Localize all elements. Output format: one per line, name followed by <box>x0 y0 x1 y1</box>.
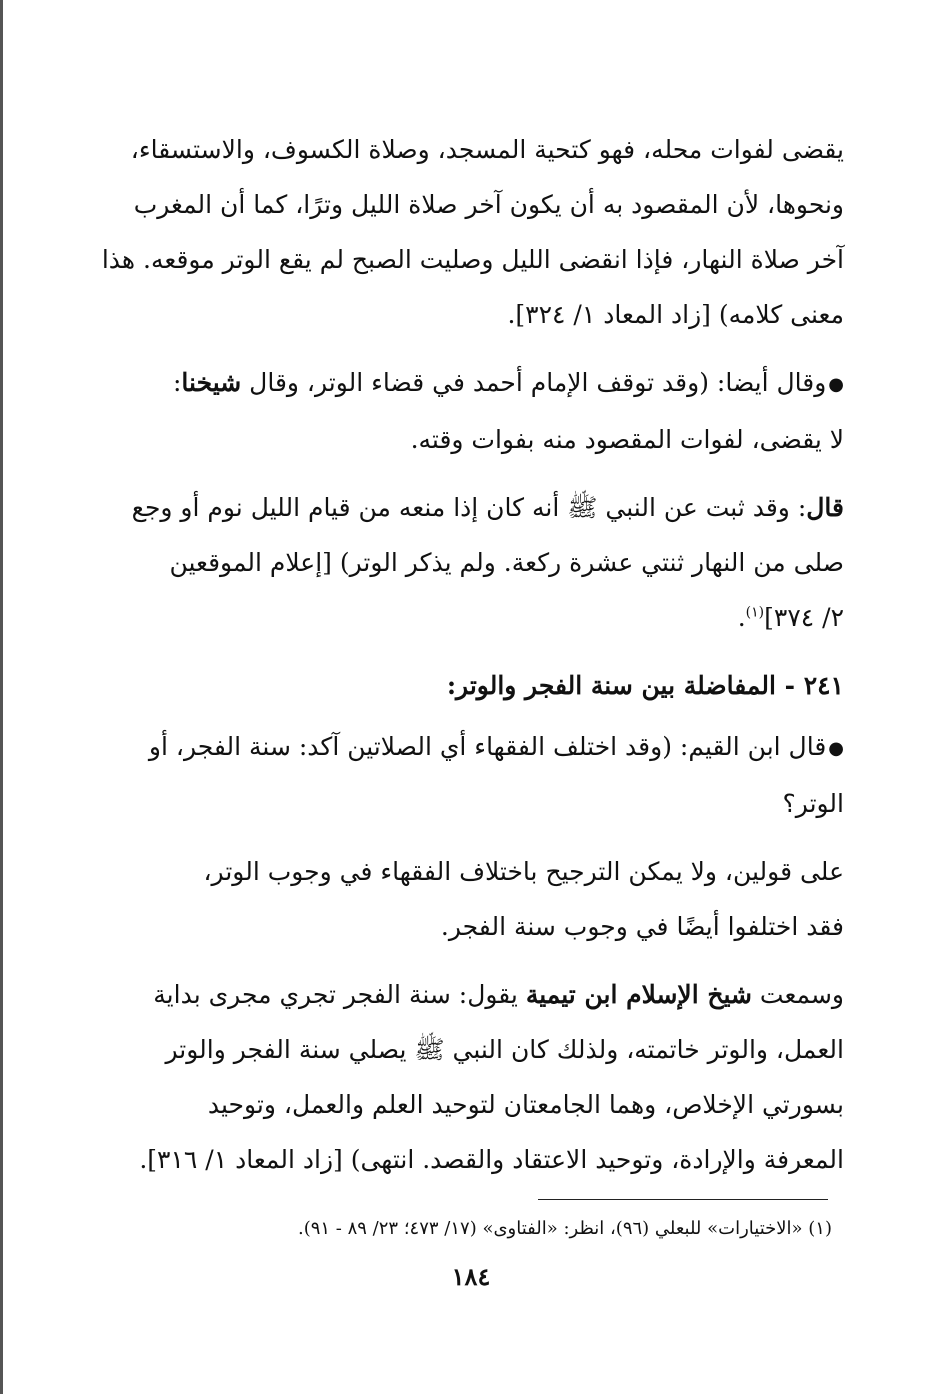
paragraph-4 <box>98 719 844 831</box>
line: ٢/ ٣٧٤] <box>764 603 844 632</box>
line: على قولين، ولا يمكن الترجيح باختلاف الفقهاء في وجوب الوتر، <box>203 857 844 886</box>
line: معنى كلامه) [زاد المعاد ١/ ٣٢٤]. <box>507 300 844 329</box>
line: : <box>172 368 182 397</box>
line: فقد اختلفوا أيضًا في وجوب سنة الفجر. <box>440 912 844 941</box>
paragraph-5 <box>98 844 844 954</box>
paragraph-2 <box>98 355 844 467</box>
bullet-icon: ● <box>828 374 844 395</box>
line: لا يقضى، لفوات المقصود منه بفوات وقته. <box>410 425 844 454</box>
line: وقال أيضا: (وقد توقف الإمام أحمد في قضاء الوتر، وقال <box>241 368 827 397</box>
bold-term: قال <box>806 493 844 522</box>
line: الوتر؟ <box>782 789 844 818</box>
line: ونحوها، لأن المقصود به أن يكون آخر صلاة الليل وترًا، كما أن المغرب <box>133 190 844 219</box>
bold-term: شيخ الإسلام ابن تيمية <box>525 980 752 1009</box>
footnote-ref[interactable]: (١) <box>745 604 765 621</box>
line: المعرفة والإرادة، وتوحيد الاعتقاد والقصد. انتهى) [زاد المعاد ١/ ٣١٦]. <box>139 1145 844 1174</box>
line: العمل، والوتر خاتمته، ولذلك كان النبي ﷺ يصلي سنة الفجر والوتر <box>165 1035 844 1064</box>
footnote: (١) «الاختيارات» للبعلي (٩٦)، انظر: «الفتاوى» (١٧/ ٤٧٣؛ ٢٣/ ٨٩ - ٩١). <box>297 1218 832 1239</box>
section-heading: ٢٤١ - المفاضلة بين سنة الفجر والوتر: <box>446 671 844 700</box>
line: يقول: سنة الفجر تجري مجرى بداية <box>153 980 526 1009</box>
main-text <box>98 122 844 1200</box>
footnote-divider <box>538 1199 828 1200</box>
paragraph-3 <box>98 480 844 645</box>
paragraph-1 <box>98 122 844 342</box>
line: قال ابن القيم: (وقد اختلف الفقهاء أي الصلاتين آكد: سنة الفجر، أو <box>148 732 827 761</box>
bullet-icon: ● <box>828 738 844 759</box>
line: وسمعت <box>751 980 844 1009</box>
page-number: ١٨٤ <box>451 1262 491 1291</box>
line: آخر صلاة النهار، فإذا انقضى الليل وصليت الصبح لم يقع الوتر موقعه. هذا <box>101 245 844 274</box>
line: : وقد ثبت عن النبي ﷺ أنه كان إذا منعه من قيام الليل نوم أو وجع <box>131 493 807 522</box>
page-edge <box>0 0 3 1394</box>
line: صلى من النهار ثنتي عشرة ركعة. ولم يذكر الوتر) [إعلام الموقعين <box>169 548 844 577</box>
line: يقضى لفوات محله، فهو كتحية المسجد، وصلاة الكسوف، والاستسقاء، <box>130 135 844 164</box>
line: بسورتي الإخلاص، وهما الجامعتان لتوحيد العلم والعمل، وتوحيد <box>207 1090 844 1119</box>
line: . <box>737 603 746 632</box>
paragraph-6 <box>98 967 844 1187</box>
bold-term: شيخنا <box>181 368 242 397</box>
